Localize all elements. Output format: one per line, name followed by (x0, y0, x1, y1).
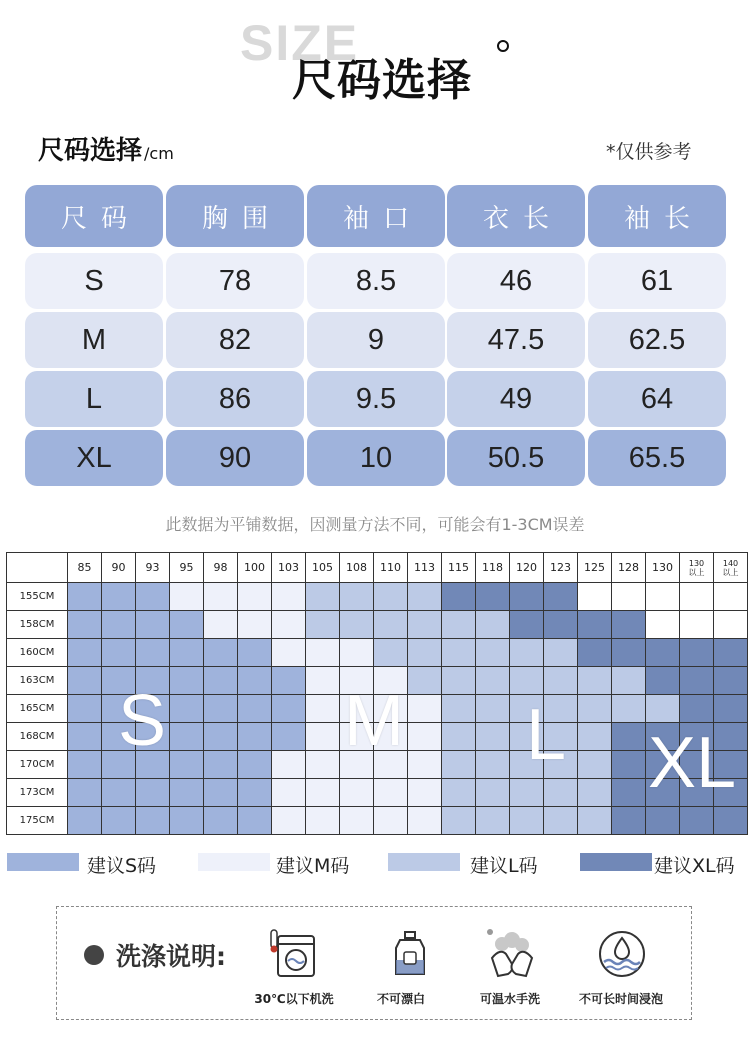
grid-cell (612, 723, 646, 751)
header-size: 尺码 (25, 185, 163, 247)
grid-cell (578, 583, 612, 611)
grid-cell (544, 611, 578, 639)
grid-cell (544, 667, 578, 695)
grid-cell (612, 695, 646, 723)
grid-cell (374, 667, 408, 695)
grid-cell (442, 667, 476, 695)
size-table-cell-size: M (25, 312, 163, 368)
grid-height-label: 158CM (7, 611, 68, 639)
grid-cell (612, 779, 646, 807)
legend-label-s: 建议S码 (87, 855, 157, 877)
grid-height-label: 165CM (7, 695, 68, 723)
grid-cell (238, 639, 272, 667)
grid-cell (476, 723, 510, 751)
size-table-cell-length: 49 (447, 371, 585, 427)
grid-weight-header: 113 (408, 553, 442, 583)
washing-machine-icon (268, 928, 320, 980)
size-table-cell-cuff: 8.5 (307, 253, 445, 309)
grid-cell (204, 807, 238, 835)
grid-cell (544, 779, 578, 807)
grid-cell (102, 779, 136, 807)
grid-cell (340, 639, 374, 667)
grid-cell (238, 751, 272, 779)
grid-cell (442, 611, 476, 639)
grid-cell (68, 639, 102, 667)
grid-cell (238, 695, 272, 723)
grid-cell (204, 583, 238, 611)
grid-cell (68, 611, 102, 639)
washing-title: 洗涤说明: (116, 942, 226, 971)
grid-cell (510, 611, 544, 639)
size-table-cell-chest: 78 (166, 253, 304, 309)
bullet-icon (84, 945, 104, 965)
grid-cell (680, 667, 714, 695)
grid-cell (204, 611, 238, 639)
size-table-cell-sleeve: 65.5 (588, 430, 726, 486)
reference-note: *仅供参考 (606, 141, 692, 163)
size-table-cell-length: 47.5 (447, 312, 585, 368)
grid-cell (510, 639, 544, 667)
grid-cell (306, 695, 340, 723)
grid-cell (442, 695, 476, 723)
grid-cell (510, 695, 544, 723)
grid-cell (306, 751, 340, 779)
grid-letter-xl: XL (648, 723, 737, 803)
hand-wash-icon (486, 928, 538, 980)
grid-cell (204, 751, 238, 779)
size-table-cell-length: 46 (447, 253, 585, 309)
grid-cell (442, 723, 476, 751)
page-title: 尺码选择 (292, 55, 472, 106)
grid-cell (340, 723, 374, 751)
size-table-cell-cuff: 10 (307, 430, 445, 486)
legend-label-m: 建议M码 (276, 855, 350, 877)
grid-cell (714, 779, 748, 807)
grid-cell (102, 639, 136, 667)
grid-cell (340, 611, 374, 639)
grid-cell (306, 723, 340, 751)
grid-cell (408, 695, 442, 723)
grid-cell (578, 695, 612, 723)
grid-cell (476, 583, 510, 611)
grid-weight-header: 90 (102, 553, 136, 583)
grid-weight-header: 85 (68, 553, 102, 583)
grid-cell (612, 667, 646, 695)
legend-swatch-s (7, 853, 79, 871)
title-degree-mark (497, 40, 509, 52)
grid-cell (306, 611, 340, 639)
grid-letter-m: M (344, 681, 404, 761)
grid-cell (238, 779, 272, 807)
grid-cell (578, 639, 612, 667)
grid-weight-header: 125 (578, 553, 612, 583)
grid-cell (306, 779, 340, 807)
size-table-cell-chest: 86 (166, 371, 304, 427)
grid-cell (136, 611, 170, 639)
grid-cell (510, 667, 544, 695)
grid-cell (646, 667, 680, 695)
grid-cell (612, 639, 646, 667)
grid-height-label: 155CM (7, 583, 68, 611)
grid-cell (272, 611, 306, 639)
grid-cell (68, 807, 102, 835)
no-soak-icon (596, 928, 648, 980)
grid-cell (374, 779, 408, 807)
grid-cell (646, 779, 680, 807)
grid-cell (646, 583, 680, 611)
grid-cell (714, 583, 748, 611)
grid-cell (646, 695, 680, 723)
grid-cell (646, 611, 680, 639)
grid-cell (510, 807, 544, 835)
grid-cell (714, 723, 748, 751)
grid-cell (102, 695, 136, 723)
grid-cell (476, 639, 510, 667)
size-recommendation-grid (6, 552, 748, 835)
grid-cell (136, 807, 170, 835)
wash-label-no-soak: 不可长时间浸泡 (578, 992, 663, 1006)
grid-height-label: 170CM (7, 751, 68, 779)
grid-cell (238, 611, 272, 639)
grid-cell (272, 779, 306, 807)
grid-cell (306, 639, 340, 667)
grid-height-label: 173CM (7, 779, 68, 807)
grid-cell (374, 751, 408, 779)
grid-cell (714, 639, 748, 667)
grid-cell (170, 695, 204, 723)
grid-cell (306, 583, 340, 611)
grid-cell (612, 751, 646, 779)
grid-cell (408, 779, 442, 807)
grid-cell (340, 807, 374, 835)
legend-label-l: 建议L码 (470, 855, 538, 877)
grid-cell (170, 751, 204, 779)
grid-corner (7, 553, 68, 583)
grid-cell (102, 723, 136, 751)
grid-cell (170, 779, 204, 807)
grid-cell (340, 667, 374, 695)
size-table-cell-chest: 90 (166, 430, 304, 486)
grid-cell (442, 779, 476, 807)
size-table-cell-sleeve: 61 (588, 253, 726, 309)
grid-cell (612, 583, 646, 611)
grid-cell (680, 807, 714, 835)
grid-cell (714, 695, 748, 723)
grid-weight-header: 130 以上 (680, 553, 714, 583)
grid-weight-header: 120 (510, 553, 544, 583)
grid-cell (340, 583, 374, 611)
size-table-cell-size: S (25, 253, 163, 309)
grid-weight-header: 110 (374, 553, 408, 583)
grid-cell (408, 807, 442, 835)
grid-cell (306, 807, 340, 835)
grid-cell (442, 583, 476, 611)
grid-cell (578, 611, 612, 639)
grid-cell (102, 751, 136, 779)
grid-cell (408, 723, 442, 751)
grid-cell (408, 639, 442, 667)
wash-label-hand-wash: 可温水手洗 (479, 992, 540, 1006)
grid-cell (204, 639, 238, 667)
grid-cell (340, 751, 374, 779)
size-watermark-text: SIZE (240, 15, 360, 71)
grid-cell (510, 751, 544, 779)
grid-cell (714, 611, 748, 639)
header-length: 衣长 (447, 185, 585, 247)
grid-cell (68, 583, 102, 611)
grid-height-label: 168CM (7, 723, 68, 751)
grid-cell (510, 583, 544, 611)
grid-cell (646, 639, 680, 667)
grid-cell (680, 695, 714, 723)
grid-cell (374, 695, 408, 723)
grid-weight-header: 140 以上 (714, 553, 748, 583)
grid-cell (204, 723, 238, 751)
grid-weight-header: 100 (238, 553, 272, 583)
grid-cell (408, 583, 442, 611)
grid-cell (578, 779, 612, 807)
size-table-title-text: 尺码选择 (38, 136, 143, 166)
grid-cell (714, 807, 748, 835)
grid-weight-header: 93 (136, 553, 170, 583)
grid-weight-header: 118 (476, 553, 510, 583)
grid-cell (170, 639, 204, 667)
grid-cell (374, 583, 408, 611)
grid-cell (136, 667, 170, 695)
grid-cell (170, 583, 204, 611)
grid-cell (442, 639, 476, 667)
header-cuff: 袖口 (307, 185, 445, 247)
grid-weight-header: 115 (442, 553, 476, 583)
grid-cell (272, 695, 306, 723)
size-table-cell-sleeve: 64 (588, 371, 726, 427)
grid-cell (578, 667, 612, 695)
grid-cell (68, 695, 102, 723)
legend-swatch-l (388, 853, 460, 871)
grid-cell (374, 611, 408, 639)
grid-cell (136, 751, 170, 779)
grid-cell (476, 751, 510, 779)
header-chest: 胸围 (166, 185, 304, 247)
grid-cell (136, 723, 170, 751)
legend-label-xl: 建议XL码 (654, 855, 735, 877)
measurement-disclaimer: 此数据为平铺数据，因测量方法不同，可能会有1-3CM误差 (165, 515, 585, 534)
grid-cell (442, 751, 476, 779)
grid-cell (544, 751, 578, 779)
grid-cell (544, 583, 578, 611)
grid-cell (136, 779, 170, 807)
legend-swatch-m (198, 853, 270, 871)
grid-cell (612, 807, 646, 835)
grid-weight-header: 108 (340, 553, 374, 583)
grid-cell (306, 667, 340, 695)
grid-cell (340, 695, 374, 723)
grid-cell (170, 723, 204, 751)
grid-cell (170, 611, 204, 639)
grid-cell (238, 667, 272, 695)
grid-cell (68, 751, 102, 779)
grid-cell (340, 779, 374, 807)
size-table-title (38, 130, 174, 167)
grid-cell (544, 723, 578, 751)
grid-cell (102, 611, 136, 639)
grid-cell (170, 807, 204, 835)
grid-cell (272, 807, 306, 835)
grid-cell (578, 751, 612, 779)
grid-weight-header: 123 (544, 553, 578, 583)
size-table-cell-chest: 82 (166, 312, 304, 368)
grid-cell (646, 723, 680, 751)
grid-height-label: 160CM (7, 639, 68, 667)
size-table-cell-sleeve: 62.5 (588, 312, 726, 368)
grid-cell (680, 723, 714, 751)
grid-cell (204, 779, 238, 807)
grid-weight-header: 105 (306, 553, 340, 583)
grid-cell (612, 611, 646, 639)
grid-cell (544, 695, 578, 723)
size-table-cell-size: L (25, 371, 163, 427)
grid-cell (272, 723, 306, 751)
grid-cell (272, 751, 306, 779)
grid-cell (68, 723, 102, 751)
grid-cell (680, 639, 714, 667)
grid-cell (476, 667, 510, 695)
grid-weight-header: 95 (170, 553, 204, 583)
grid-cell (374, 807, 408, 835)
grid-cell (204, 695, 238, 723)
grid-weight-header: 98 (204, 553, 238, 583)
size-table-cell-size: XL (25, 430, 163, 486)
size-table-cell-cuff: 9.5 (307, 371, 445, 427)
grid-cell (476, 807, 510, 835)
grid-cell (646, 807, 680, 835)
grid-cell (476, 611, 510, 639)
grid-cell (68, 779, 102, 807)
grid-cell (102, 667, 136, 695)
grid-cell (238, 807, 272, 835)
grid-cell (170, 667, 204, 695)
grid-cell (714, 751, 748, 779)
grid-cell (476, 779, 510, 807)
grid-height-label: 163CM (7, 667, 68, 695)
legend-swatch-xl (580, 853, 652, 871)
grid-weight-header: 128 (612, 553, 646, 583)
grid-cell (374, 639, 408, 667)
grid-cell (272, 639, 306, 667)
no-bleach-bottle-icon (384, 928, 436, 980)
grid-cell (680, 751, 714, 779)
grid-cell (238, 583, 272, 611)
grid-cell (272, 583, 306, 611)
grid-cell (680, 779, 714, 807)
grid-weight-header: 103 (272, 553, 306, 583)
grid-cell (476, 695, 510, 723)
grid-cell (578, 723, 612, 751)
grid-cell (136, 639, 170, 667)
grid-cell (714, 667, 748, 695)
wash-label-no-bleach: 不可漂白 (376, 992, 425, 1006)
grid-cell (136, 695, 170, 723)
grid-height-label: 175CM (7, 807, 68, 835)
grid-cell (510, 779, 544, 807)
grid-cell (408, 667, 442, 695)
grid-cell (238, 723, 272, 751)
grid-letter-l: L (526, 695, 567, 775)
grid-cell (510, 723, 544, 751)
grid-cell (374, 723, 408, 751)
grid-cell (680, 583, 714, 611)
grid-cell (68, 667, 102, 695)
wash-label-machine: 30℃以下机洗 (254, 992, 334, 1006)
grid-cell (544, 639, 578, 667)
grid-cell (578, 807, 612, 835)
grid-weight-header: 130 (646, 553, 680, 583)
grid-cell (102, 583, 136, 611)
grid-cell (680, 611, 714, 639)
grid-letter-s: S (118, 681, 167, 761)
header-sleeve: 袖长 (588, 185, 726, 247)
grid-cell (408, 611, 442, 639)
size-table-unit: /cm (144, 144, 174, 163)
size-table-cell-cuff: 9 (307, 312, 445, 368)
grid-cell (408, 751, 442, 779)
grid-cell (544, 807, 578, 835)
grid-cell (442, 807, 476, 835)
grid-cell (272, 667, 306, 695)
size-table-cell-length: 50.5 (447, 430, 585, 486)
grid-cell (646, 751, 680, 779)
grid-cell (102, 807, 136, 835)
grid-cell (204, 667, 238, 695)
grid-cell (136, 583, 170, 611)
